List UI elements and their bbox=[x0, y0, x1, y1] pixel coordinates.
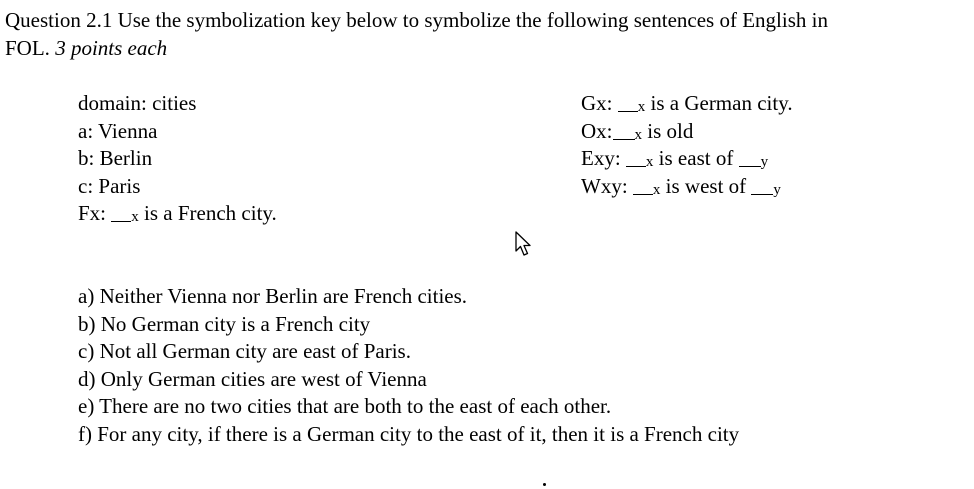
sentence-e: e) There are no two cities that are both to the east of each other. bbox=[78, 394, 612, 418]
predicate-text: is a German city. bbox=[645, 91, 793, 115]
variable-label: x bbox=[652, 181, 661, 198]
key-domain: domain: cities bbox=[78, 91, 197, 115]
blank-line bbox=[613, 139, 635, 140]
symbolization-key-right bbox=[581, 90, 793, 200]
key-constant-b: b: Berlin bbox=[78, 146, 153, 170]
predicate-name: Wxy: bbox=[581, 173, 633, 198]
predicate-text: is west of bbox=[660, 173, 752, 198]
points-label: 3 points each bbox=[55, 35, 168, 60]
blank-line bbox=[633, 194, 653, 195]
key-predicate-wxy bbox=[581, 173, 793, 201]
question-header bbox=[5, 7, 965, 62]
question-title-continuation: FOL. bbox=[5, 35, 56, 60]
key-predicate-exy bbox=[581, 145, 793, 173]
key-predicate-fx bbox=[78, 200, 277, 228]
variable-label: y bbox=[773, 181, 781, 198]
variable-label: y bbox=[760, 154, 769, 170]
predicate-text: is east of bbox=[653, 146, 739, 170]
variable-label: x bbox=[637, 99, 646, 115]
stray-dot bbox=[543, 483, 546, 486]
predicate-name: Exy: bbox=[581, 146, 626, 170]
predicate-name: Ox: bbox=[581, 118, 613, 143]
symbolization-key-left bbox=[78, 90, 277, 228]
predicate-text: is old bbox=[642, 118, 694, 143]
mouse-pointer-icon bbox=[515, 231, 537, 259]
sentence-a: a) Neither Vienna nor Berlin are French cities. bbox=[78, 284, 468, 308]
blank-line bbox=[111, 221, 131, 222]
variable-label: x bbox=[131, 209, 139, 225]
question-title-line: Question 2.1 Use the symbolization key below to symbolize the following sentences of English in bbox=[5, 8, 828, 32]
key-constant-c: c: Paris bbox=[78, 173, 141, 198]
predicate-text: is a French city. bbox=[138, 201, 277, 225]
blank-line bbox=[751, 194, 773, 195]
sentence-b: b) No German city is a French city bbox=[78, 311, 371, 336]
key-constant-a: a: Vienna bbox=[78, 118, 158, 143]
variable-label: x bbox=[645, 154, 654, 170]
variable-label: x bbox=[634, 126, 642, 143]
sentence-d: d) Only German cities are west of Vienna bbox=[78, 366, 427, 391]
sentence-f: f) For any city, if there is a German city to the east of it, then it is a French city bbox=[78, 421, 740, 446]
predicate-name: Gx: bbox=[581, 91, 618, 115]
key-predicate-ox bbox=[581, 118, 793, 146]
sentence-list bbox=[78, 283, 739, 448]
question-title-line-2 bbox=[5, 35, 965, 63]
blank-line bbox=[739, 166, 761, 167]
key-predicate-gx bbox=[581, 90, 793, 118]
blank-line bbox=[618, 111, 638, 112]
sentence-c: c) Not all German city are east of Paris. bbox=[78, 339, 411, 363]
blank-line bbox=[626, 166, 646, 167]
predicate-name: Fx: bbox=[78, 201, 112, 225]
